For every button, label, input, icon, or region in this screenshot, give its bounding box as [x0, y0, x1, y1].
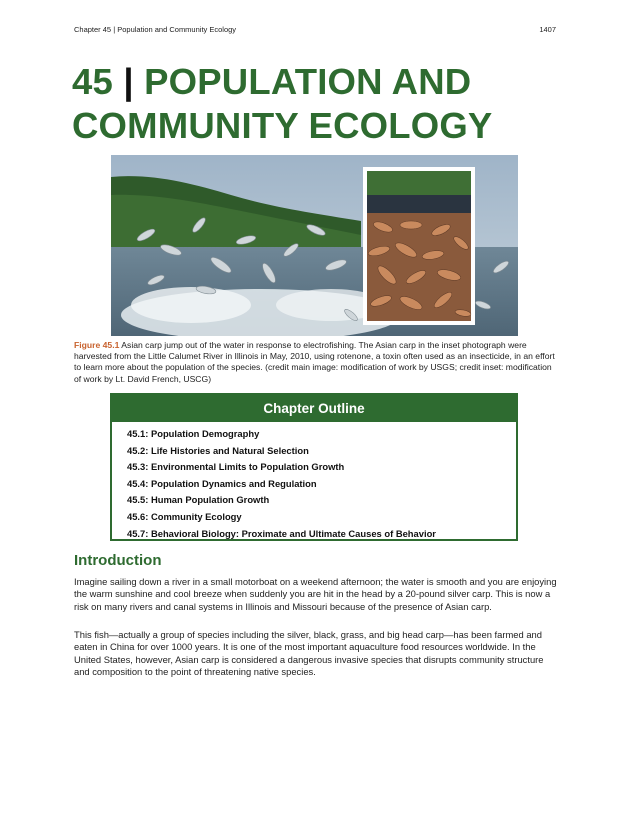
chapter-title-line1: POPULATION AND	[144, 61, 472, 102]
outline-item-45-6[interactable]: 45.6: Community Ecology	[127, 510, 242, 522]
outline-item-45-2[interactable]: 45.2: Life Histories and Natural Selection	[127, 444, 309, 456]
chapter-title-line2: COMMUNITY ECOLOGY	[72, 105, 493, 146]
chapter-outline-list	[112, 422, 516, 542]
chapter-title	[72, 60, 562, 148]
title-separator: |	[123, 61, 134, 102]
intro-paragraph-1: Imagine sailing down a river in a small motorboat on a weekend afternoon; the water is smooth and you are enjoying the warm sunshine and cool breeze when suddenly you are hit in the head by a 20-pound silver carp. This is now a risk on many rivers and canal systems in Illinois and Missouri because of the presence of Asian carp.	[74, 576, 557, 612]
asian-carp-photo	[111, 155, 518, 336]
running-head-chapter: Chapter 45 | Population and Community Ecology	[74, 25, 237, 34]
figure-image-asian-carp	[111, 155, 518, 336]
running-head	[74, 25, 556, 34]
outline-item-45-1[interactable]: 45.1: Population Demography	[127, 428, 260, 439]
outline-item-45-7[interactable]: 45.7: Behavioral Biology: Proximate and Ultimate Causes of Behavior	[127, 527, 436, 539]
outline-item-45-3[interactable]: 45.3: Environmental Limits to Population Growth	[127, 461, 345, 473]
figure-label: Figure 45.1	[74, 340, 120, 350]
section-heading-introduction: Introduction	[74, 552, 162, 569]
chapter-outline-box	[110, 393, 518, 541]
chapter-outline-title: Chapter Outline	[112, 395, 516, 422]
page-number: 1407	[539, 25, 556, 34]
outline-item-45-5[interactable]: 45.5: Human Population Growth	[127, 494, 270, 506]
outline-item-45-4[interactable]: 45.4: Population Dynamics and Regulation	[127, 477, 317, 489]
intro-paragraph-2: This fish—actually a group of species including the silver, black, grass, and big head carp—has been farmed and eaten in China for over 1000 years. It is one of the most important aquaculture food resources worldwide. In the United States, however, Asian carp is considered a dangerous invasive species that disrupts community structure and composition to the point of threatening native species.	[74, 629, 544, 677]
figure-caption	[74, 340, 558, 385]
inset-photo-harvested-carp	[363, 167, 475, 325]
figure-caption-text: Asian carp jump out of the water in response to electrofishing. The Asian carp in the inset photograph were harvested from the Little Calumet River in Illinois in May, 2010, using rotenone, a toxin often used as an insecticide, in an effort to learn more about the population of the species. (credit main image: modification of work by USGS; credit inset: modification of work by Lt. David French, USCG)	[74, 340, 555, 384]
chapter-number: 45	[72, 61, 113, 102]
